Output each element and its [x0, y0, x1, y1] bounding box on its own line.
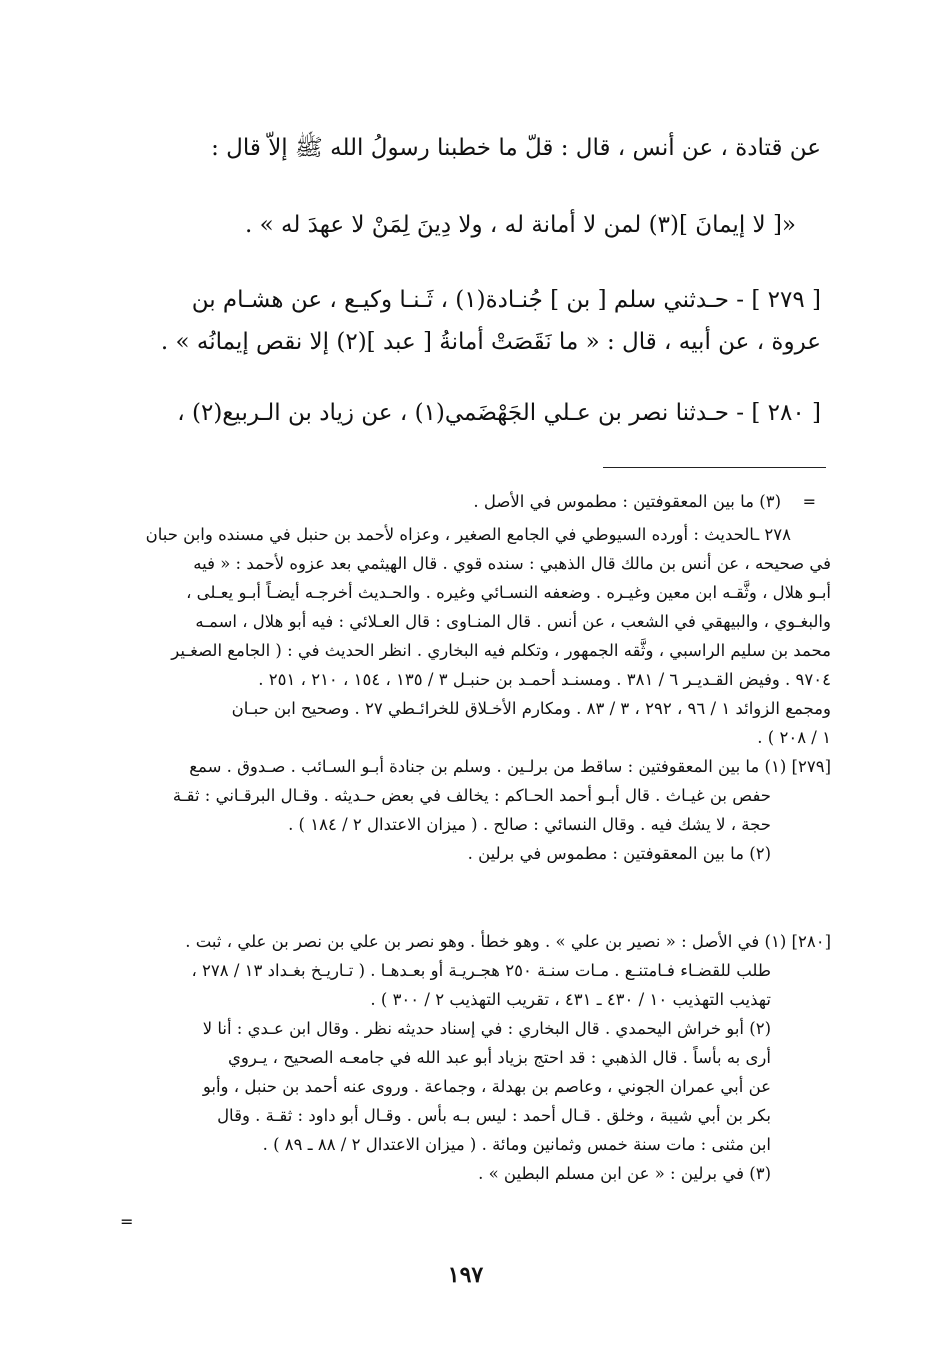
- page-number: ١٩٧: [447, 1262, 484, 1288]
- fn278-line: ٩٧٠٤ . وفيض القـديـر ٦ / ٣٨١ . ومسنـد أحمـد بن حنبـل ٣ / ١٣٥ ، ١٥٤ ، ٢١٠ ، ٢٥١ .: [258, 670, 831, 689]
- fn280-1-line: تهذيب التهذيب ١٠ / ٤٣٠ ـ ٤٣١ ، تقريب التهذيب ٢ / ٣٠٠ ) .: [370, 990, 771, 1009]
- fn279-1-line: حجة ، لا يشك فيه . وقال النسائي : صالح . ( ميزان الاعتدال ٢ / ١٨٤ ) .: [288, 815, 771, 834]
- fn280-2-line: أرى به بأساً . قال الذهبي : قد احتج بزياد أبو عبد الله في جامعـه الصحيح ، يـروي: [228, 1048, 771, 1067]
- footnote-hadith-280: [131, 927, 831, 1188]
- main-line-2: «[ لا إيمانَ ](٣) لمن لا أمانة له ، ولا دِينَ لِمَنْ لا عهدَ له » .: [245, 212, 796, 238]
- fn280-1-line: طلب للقضـاء فـامتنـع . مـات سنـة ٢٥٠ هجـريـة أو بعـدهـا . ( تـاريـخ بغـداد ١٣ / ٢٧٨ ،: [191, 961, 771, 980]
- hadith-279-line-1: [ ٢٧٩ ] - حـدثني سلم [ بن ] جُنـادة(١) ، ثَـنـا وكيـع ، عن هشـام بن: [191, 287, 821, 313]
- fn278-line: ٢٧٨ ـالحديث : أورده السيوطي في الجامع الصغير ، وعزاه لأحمد بن حنبل في مسنده وابن حبان: [145, 525, 791, 544]
- fn279-1-line: (١) ما بين المعقوفتين : ساقط من برلـين . وسلم بن جنادة أبـو السـائب . صـدوق . سمع: [189, 757, 787, 776]
- fn280-2-line: ابن مثنى : مات سنة خمس وثمانين ومائة . ( ميزان الاعتدال ٢ / ٨٨ ـ ٨٩ ) .: [262, 1135, 771, 1154]
- main-line-1: عن قتادة ، عن أنس ، قال : قلّ ما خطبنا رسولُ الله ﷺ إلاّ قال :: [211, 135, 821, 161]
- footnote-hadith-278: [131, 520, 831, 752]
- fn278-line: ١ / ٢٠٨ ) .: [757, 728, 831, 747]
- fn280-2-line: عن أبي عمران الجوني ، وعاصم بن بهدلة ، وجماعة . وروى عنه أحمد بن حنبل ، وأبو: [202, 1077, 771, 1096]
- hadith-279-tag: [٢٧٩]: [791, 757, 831, 776]
- fn279-1-line: حفص بن غيـاث . قال أبـو أحمد الحـاكم : يخالف في بعض حـديثه . وقـال البرقـاني : ثقـة: [172, 786, 771, 805]
- footnote-3: (٣) ما بين المعقوفتين : مطموس في الأصل .: [473, 492, 781, 511]
- fn278-line: محمد بن سليم الراسبي ، وثَّقه الجمهور ، وتكلم فيه البخاري . انظر الحديث في : ( الجامع الصغـير: [171, 641, 831, 660]
- footnote-hadith-279: [131, 752, 831, 868]
- hadith-280-tag: [٢٨٠]: [791, 932, 831, 951]
- fn280-2-line: بكر بن أبي شيبة ، وخلق . قـال أحمد : ليس بـه بأس . وقـال أبو داود : ثقـة . وقال: [217, 1106, 771, 1125]
- fn278-line: والبغـوي ، والبيهقي في الشعب ، عن أنس . قال المنـاوى : قال العـلائي : فيه أبو هلال ، اسمـه: [195, 612, 831, 631]
- fn280-1-line: (١) في الأصل : « نصير بن علي » . وهو خطأ . وهو نصر بن علي بن نصر بن علي ، ثبت .: [185, 932, 787, 951]
- fn280-2-line: (٢) أبو خراش اليحمدي . قال البخاري : في إسناد حديثه نظر . وقال ابن عـدي : أنا لا: [202, 1019, 771, 1038]
- fn278-line: أبـو هلال ، وثَّقـه ابن معين وغيـره . وضعفه النسـائي وغيره . والحـديث أخرجـه أيضـاً أبـو يعـلى ،: [186, 583, 831, 602]
- end-mark: =: [120, 1212, 134, 1231]
- fn280-3: (٣) في برلين : « عن ابن مسلم البطين » .: [478, 1164, 771, 1183]
- hadith-279-line-2: عروة ، عن أبيه ، قال : « ما نَقَصَتْ أمانةُ [ عبد ](٢) إلا نقص إيمانُه » .: [160, 329, 821, 355]
- footnote-separator: [603, 467, 826, 468]
- continuation-mark: =: [802, 492, 816, 511]
- fn278-line: ومجمع الزوائد ١ / ٩٦ ، ٢٩٢ ، ٣ / ٨٣ . ومكارم الأخـلاق للخرائـطي ٢٧ . وصحيح ابن حبـان: [231, 699, 831, 718]
- fn278-line: في صحيحه ، عن أنس بن مالك قال الذهبي : سنده قوي . قال الهيثمي بعد عزوه لأحمد : « فيه: [193, 554, 831, 573]
- hadith-280-line-1: [ ٢٨٠ ] - حـدثنا نصر بن عـلي الجَهْضَمي(١) ، عن زياد بن الـربيع(٢) ،: [177, 400, 821, 426]
- fn279-2: (٢) ما بين المعقوفتين : مطموس في برلين .: [467, 844, 771, 863]
